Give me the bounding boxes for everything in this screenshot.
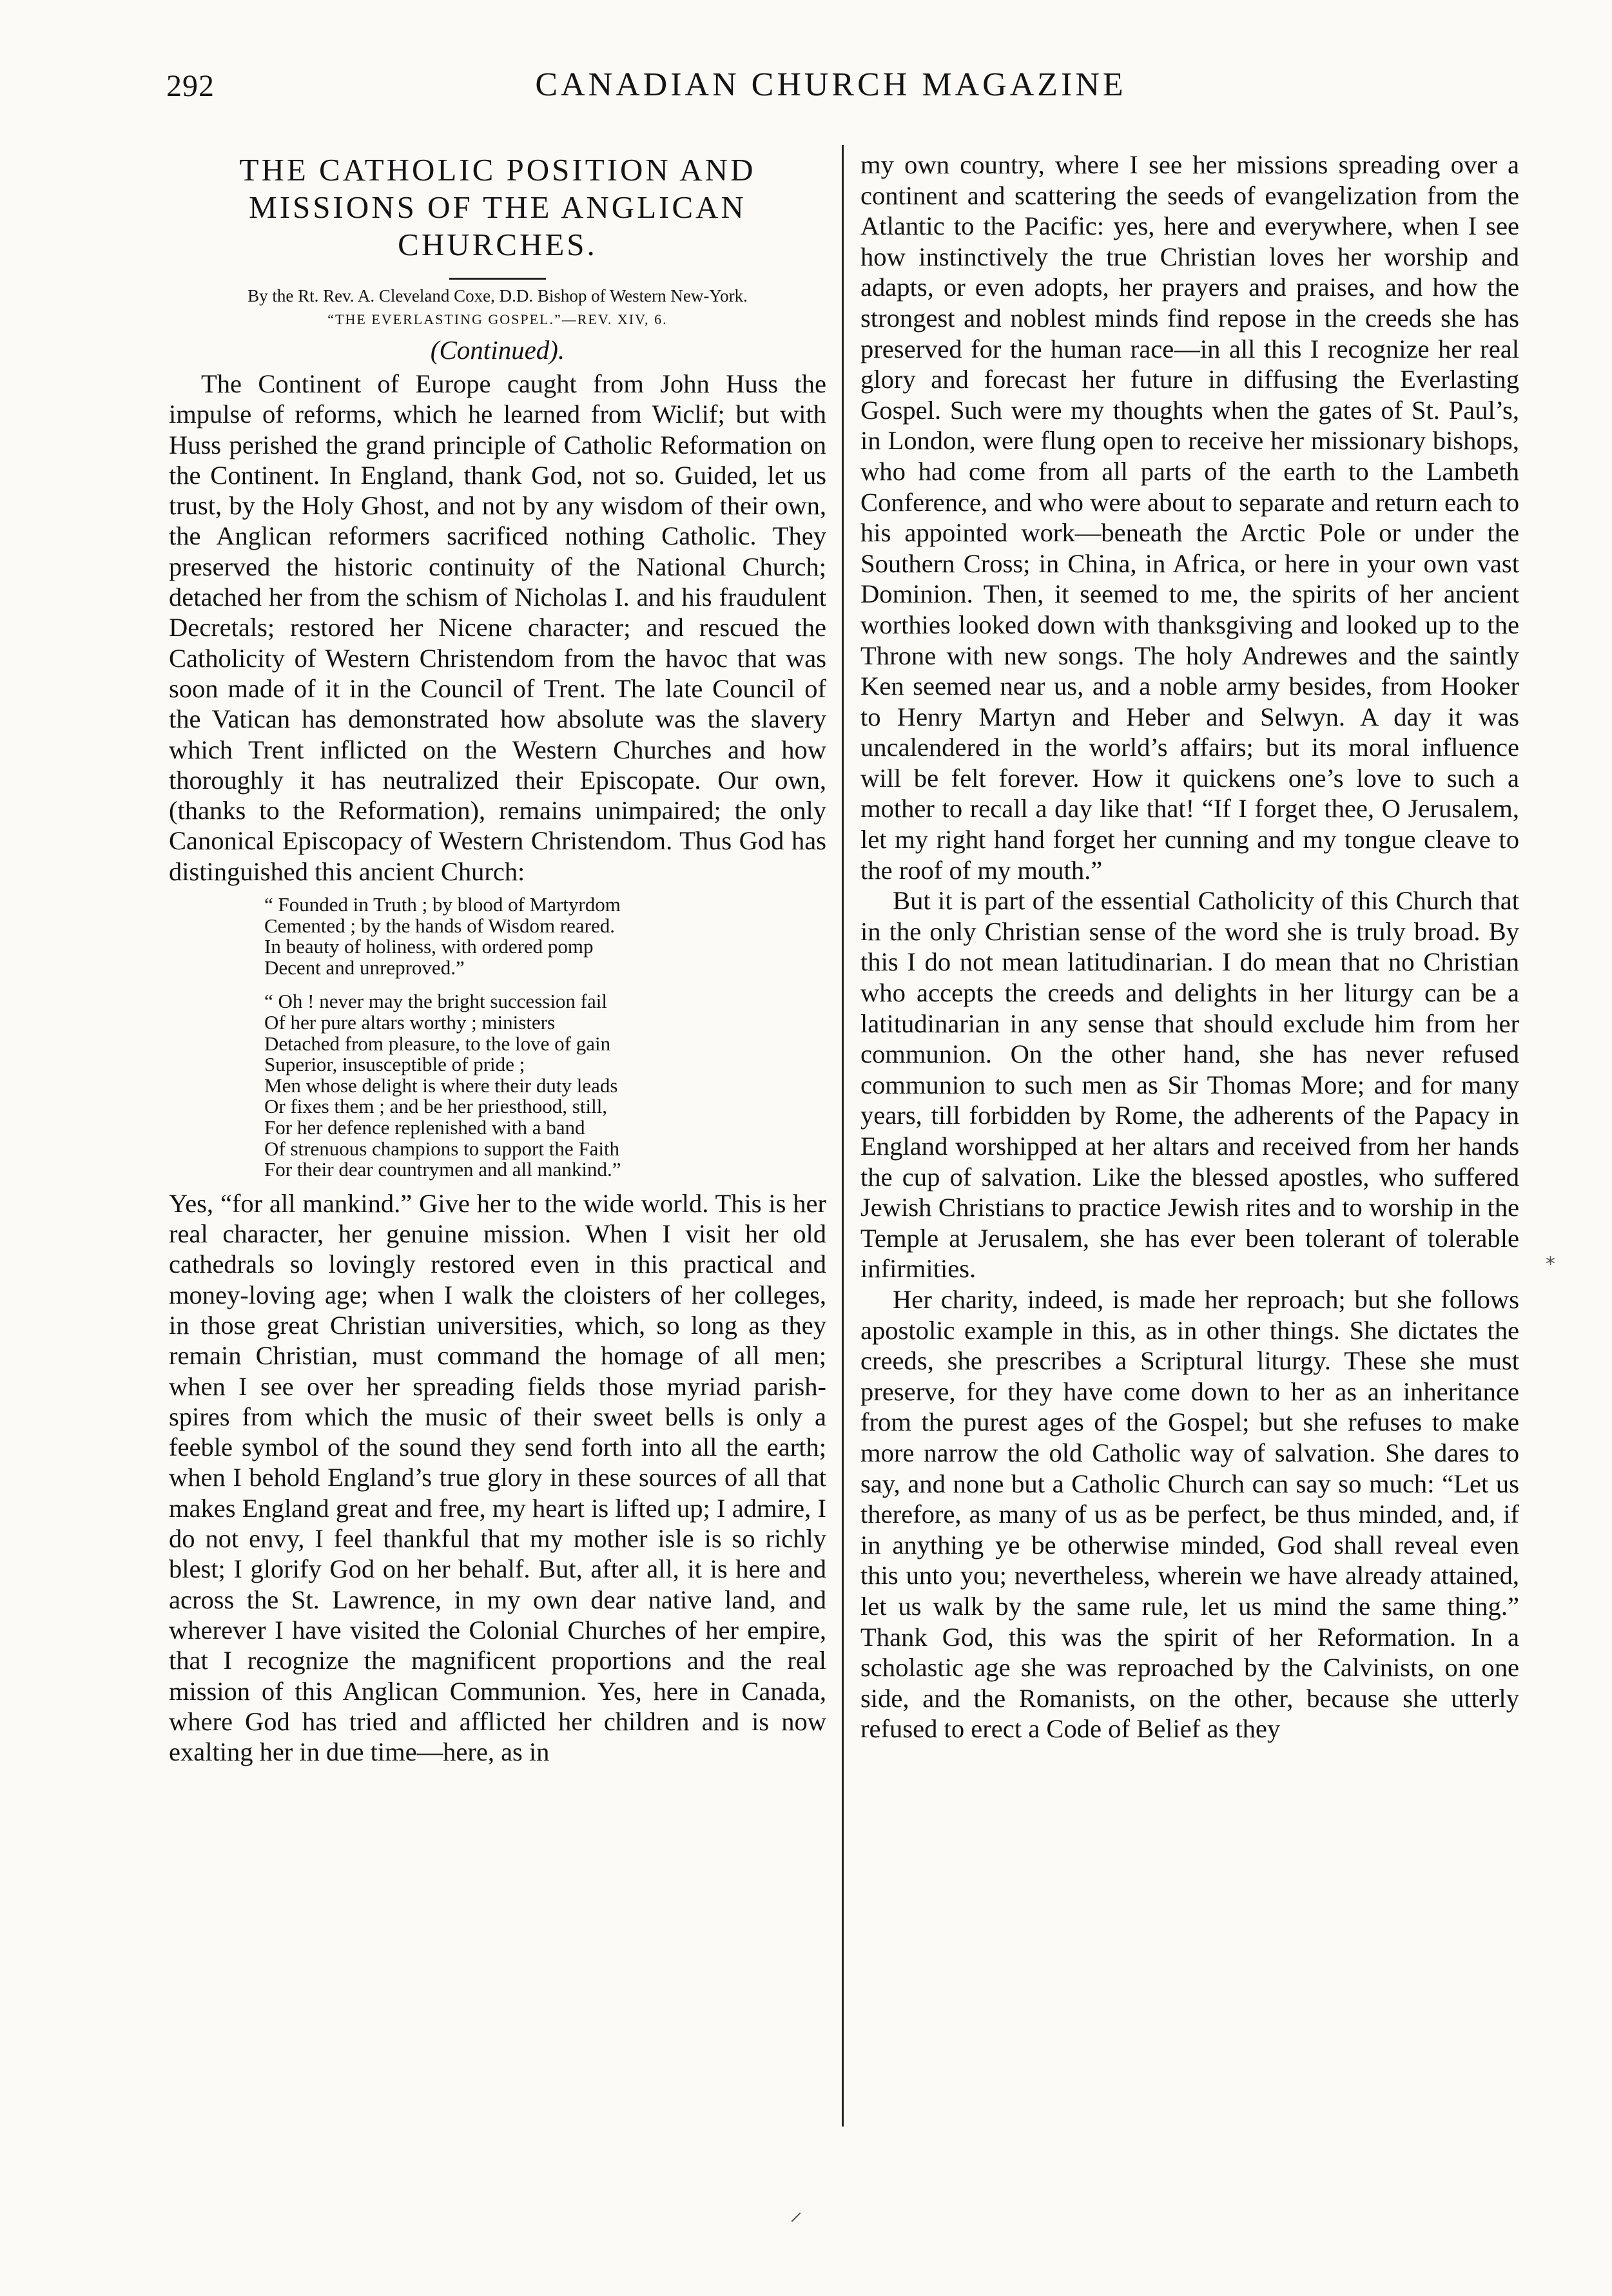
- verse-stanza: [264, 894, 826, 978]
- verse-line: Detached from pleasure, to the love of gain: [264, 1032, 611, 1055]
- paragraph: But it is part of the essential Catholicity of this Church that in the only Christian sense of the word she is truly broad. By this I do not mean latitudinarian. I do mean that no Christian who accepts the creeds and delights in her liturgy can be a latitudinarian in any sense that should exclude him from her communion. On the other hand, she has never refused communion to such men as Sir Thomas More; and for many years, till forbidden by Rome, the adherents of the Papacy in England worshipped at her altars and received from her hands the cup of salvation. Like the blessed apostles, who suffered Jewish Christians to practice Jewish rites and to worship in the Temple at Jerusalem, she has ever been tolerant of tolerable infirmities.: [860, 886, 1519, 1284]
- verse-line: In beauty of holiness, with ordered pomp: [264, 935, 594, 958]
- paragraph: my own country, where I see her missions spreading over a continent and scattering the seeds of evangelization from the Atlantic to the Pacific: yes, here and everywhere, when I see how instinctively the true Christian loves her worship and adapts, or even adopts, her prayers and praises, and how the strongest and noblest minds find repose in the creeds she has preserved for the human race—in all this I recognize her real glory and forecast her future in diffusing the Everlasting Gospel. Such were my thoughts when the gates of St. Paul’s, in London, were flung open to receive her missionary bishops, who had come from all parts of the earth to the Lambeth Conference, and who were about to separate and return each to his appointed work—beneath the Arctic Pole or under the Southern Cross; in China, in Africa, or here in your own vast Dominion. Then, it seemed to me, the spirits of her ancient worthies looked down with thanksgiving and looked up to the Throne with new songs. The holy Andrewes and the saintly Ken seemed near us, and a noble army besides, from Hooker to Henry Martyn and Heber and Selwyn. A day it was uncalendered in the world’s affairs; but its moral influence will be felt forever. How it quickens one’s love to such a mother to recall a day like that! “If I forget thee, O Jerusalem, let my right hand forget her cunning and my tongue cleave to the roof of my mouth.”: [860, 150, 1519, 885]
- page-header: [166, 59, 1495, 130]
- verse-line: “ Founded in Truth ; by blood of Martyrdom: [264, 893, 621, 916]
- left-column: [169, 145, 826, 2136]
- verse-line: Of her pure altars worthy ; ministers: [264, 1011, 556, 1034]
- scan-mark: ⸝: [790, 2197, 802, 2226]
- verse-line: Men whose delight is where their duty leads: [264, 1074, 618, 1097]
- verse-line: Decent and unreproved.”: [264, 956, 465, 979]
- verse-line: “ Oh ! never may the bright succession fail: [264, 990, 607, 1013]
- continued-label: (Continued).: [430, 335, 565, 365]
- page-number: 292: [166, 69, 215, 103]
- running-title: CANADIAN CHURCH MAGAZINE: [535, 66, 1127, 103]
- verse-line: Superior, insusceptible of pride ;: [264, 1053, 525, 1076]
- byline: By the Rt. Rev. A. Cleveland Coxe, D.D. Bishop of Western New-York.: [248, 286, 748, 305]
- article-title: THE CATHOLIC POSITION AND MISSIONS OF THE ANGLICAN CHURCHES.: [239, 152, 756, 262]
- paragraph: Her charity, indeed, is made her reproach; but she follows apostolic example in this, as in other things. She dictates the creeds, she prescribes a Scriptural liturgy. These she must preserve, for they have come down to her as an inheritance from the purest ages of the Gospel; but she refuses to make more narrow the old Catholic way of salvation. She dares to say, and none but a Catholic Church can say so much: “Let us therefore, as many of us as be perfect, be thus minded, and, if in anything ye be otherwise minded, God shall reveal even this unto you; nevertheless, wherein we have already attained, let us walk by the same rule, let us mind the same thing.” Thank God, this was the spirit of her Reformation. In a scholastic age she was reproached by the Calvinists, on one side, and the Romanists, on the other, because she utterly refused to erect a Code of Belief as they: [860, 1284, 1519, 1744]
- verse-line: For her defence replenished with a band: [264, 1115, 585, 1139]
- verse-stanza: [264, 991, 826, 1180]
- column-divider: [842, 145, 844, 2127]
- scan-mark: ⁎: [1546, 1247, 1555, 1269]
- verse-line: Of strenuous champions to support the Faith: [264, 1137, 620, 1160]
- right-column: [860, 150, 1519, 2141]
- paragraph: The Continent of Europe caught from John Huss the impulse of reforms, which he learned from Wiclif; but with Huss perished the grand principle of Catholic Reformation on the Continent. In England, thank God, not so. Guided, let us trust, by the Holy Ghost, and not by any wisdom of their own, the Anglican reformers sacrificed nothing Catholic. They preserved the historic continuity of the National Church; detached her from the schism of Nicholas I. and his fraudulent Decretals; restored her Nicene character; and rescued the Catholicity of Western Christendom from the havoc that was soon made of it in the Council of Trent. The late Council of the Vatican has demonstrated how absolute was the slavery which Trent inflicted on the Western Churches and how thoroughly it has neutralized their Episcopate. Our own, (thanks to the Reformation), remains unimpaired; the only Canonical Episcopacy of Western Christendom. Thus God has distinguished this ancient Church:: [169, 369, 826, 886]
- verse-line: Cemented ; by the hands of Wisdom reared.: [264, 914, 615, 937]
- verse-line: Or fixes them ; and be her priesthood, still,: [264, 1095, 608, 1118]
- epigraph: “THE EVERLASTING GOSPEL.”—REV. XIV, 6.: [327, 311, 668, 327]
- verse-line: For their dear countrymen and all mankind.”: [264, 1158, 621, 1181]
- paragraph: Yes, “for all mankind.” Give her to the wide world. This is her real character, her genuine mission. When I visit her old cathedrals so lovingly restored even in this practical and money-loving age; when I walk the cloisters of her colleges, in those great Christian universities, which, so long as they remain Christian, must command the homage of all men; when I see over her spreading fields those myriad parish-spires from which the music of their sweet bells is only a feeble symbol of the sound they send forth into all the earth; when I behold England’s true glory in these sources of all that makes England great and free, my heart is lifted up; I admire, I do not envy, I feel thankful that my mother isle is so richly blest; I glorify God on her behalf. But, after all, it is here and across the St. Lawrence, in my own dear native land, and wherever I have visited the Colonial Churches of her empire, that I recognize the magnificent proportions and the real mission of this Anglican Communion. Yes, here in Canada, where God has tried and afflicted her children and is now exalting her in due time—here, as in: [169, 1188, 826, 1767]
- title-rule: [449, 278, 546, 280]
